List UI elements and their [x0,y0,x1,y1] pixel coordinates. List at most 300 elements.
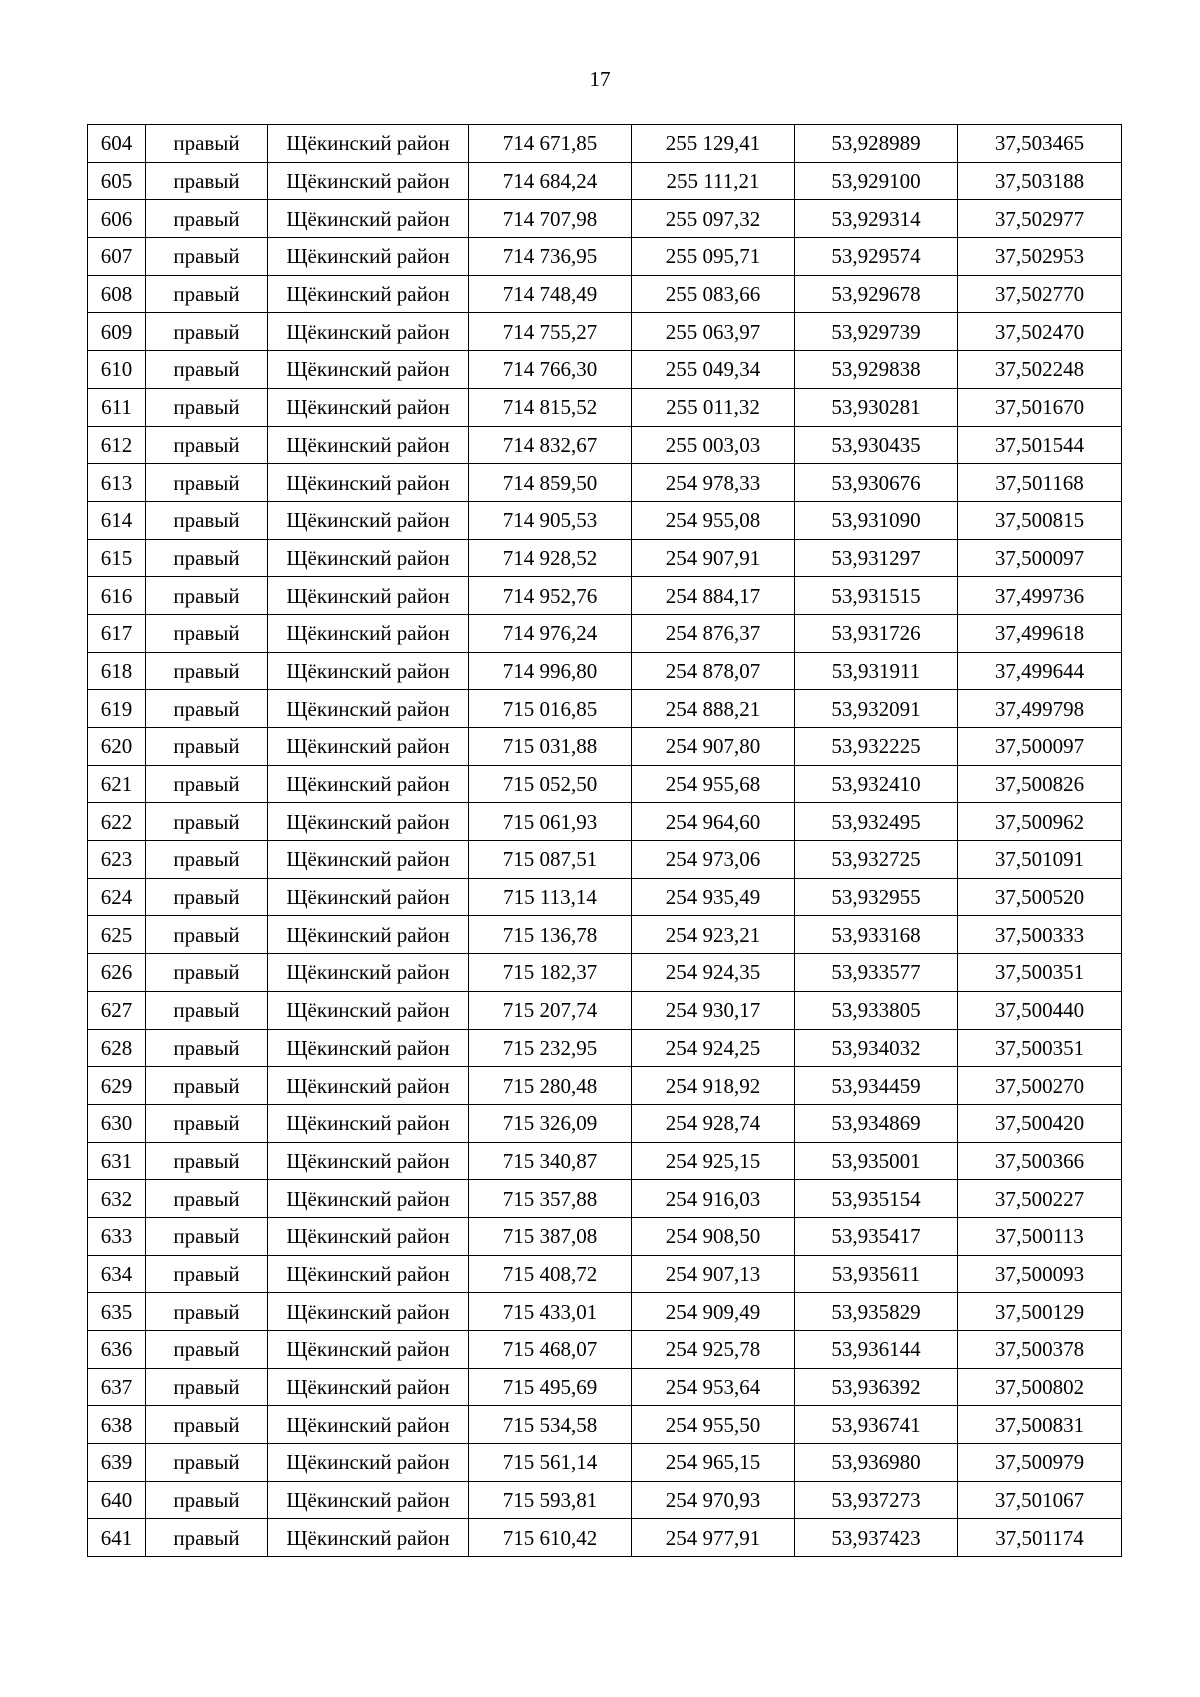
latitude-cell: 53,931090 [795,501,958,539]
table-row [88,313,1122,351]
table-row [88,1481,1122,1519]
district-cell: Щёкинский район [268,916,469,954]
bank-side-cell: правый [146,125,268,163]
bank-side-cell: правый [146,954,268,992]
longitude-cell: 37,500270 [958,1067,1122,1105]
bank-side-cell: правый [146,1217,268,1255]
district-cell: Щёкинский район [268,388,469,426]
point-number-cell: 628 [88,1029,146,1067]
latitude-cell: 53,933168 [795,916,958,954]
y-coordinate-cell: 254 924,25 [632,1029,795,1067]
table-row [88,1142,1122,1180]
y-coordinate-cell: 254 907,13 [632,1255,795,1293]
y-coordinate-cell: 254 908,50 [632,1217,795,1255]
y-coordinate-cell: 255 129,41 [632,125,795,163]
district-cell: Щёкинский район [268,614,469,652]
latitude-cell: 53,931297 [795,539,958,577]
latitude-cell: 53,932091 [795,690,958,728]
x-coordinate-cell: 715 340,87 [469,1142,632,1180]
latitude-cell: 53,929100 [795,162,958,200]
point-number-cell: 626 [88,954,146,992]
table-row [88,1368,1122,1406]
longitude-cell: 37,501168 [958,464,1122,502]
longitude-cell: 37,500093 [958,1255,1122,1293]
latitude-cell: 53,936144 [795,1331,958,1369]
table-row [88,162,1122,200]
y-coordinate-cell: 254 918,92 [632,1067,795,1105]
x-coordinate-cell: 715 087,51 [469,841,632,879]
point-number-cell: 619 [88,690,146,728]
point-number-cell: 618 [88,652,146,690]
district-cell: Щёкинский район [268,1217,469,1255]
longitude-cell: 37,500097 [958,539,1122,577]
latitude-cell: 53,929838 [795,351,958,389]
longitude-cell: 37,502248 [958,351,1122,389]
point-number-cell: 616 [88,577,146,615]
district-cell: Щёкинский район [268,1368,469,1406]
district-cell: Щёкинский район [268,1142,469,1180]
y-coordinate-cell: 254 935,49 [632,878,795,916]
district-cell: Щёкинский район [268,464,469,502]
coordinates-table [87,124,1122,1557]
y-coordinate-cell: 254 925,78 [632,1331,795,1369]
x-coordinate-cell: 715 182,37 [469,954,632,992]
bank-side-cell: правый [146,841,268,879]
latitude-cell: 53,929739 [795,313,958,351]
y-coordinate-cell: 255 111,21 [632,162,795,200]
y-coordinate-cell: 254 978,33 [632,464,795,502]
district-cell: Щёкинский район [268,1104,469,1142]
bank-side-cell: правый [146,501,268,539]
table-row [88,991,1122,1029]
longitude-cell: 37,501174 [958,1519,1122,1557]
y-coordinate-cell: 255 049,34 [632,351,795,389]
latitude-cell: 53,937273 [795,1481,958,1519]
latitude-cell: 53,930676 [795,464,958,502]
district-cell: Щёкинский район [268,728,469,766]
longitude-cell: 37,500520 [958,878,1122,916]
bank-side-cell: правый [146,1029,268,1067]
table-row [88,539,1122,577]
longitude-cell: 37,500366 [958,1142,1122,1180]
x-coordinate-cell: 714 859,50 [469,464,632,502]
district-cell: Щёкинский район [268,200,469,238]
bank-side-cell: правый [146,200,268,238]
longitude-cell: 37,500113 [958,1217,1122,1255]
point-number-cell: 629 [88,1067,146,1105]
district-cell: Щёкинский район [268,765,469,803]
district-cell: Щёкинский район [268,690,469,728]
bank-side-cell: правый [146,1331,268,1369]
x-coordinate-cell: 714 755,27 [469,313,632,351]
district-cell: Щёкинский район [268,1481,469,1519]
latitude-cell: 53,935829 [795,1293,958,1331]
latitude-cell: 53,930281 [795,388,958,426]
y-coordinate-cell: 254 907,80 [632,728,795,766]
bank-side-cell: правый [146,1406,268,1444]
district-cell: Щёкинский район [268,501,469,539]
table-row [88,916,1122,954]
longitude-cell: 37,500826 [958,765,1122,803]
x-coordinate-cell: 715 561,14 [469,1444,632,1482]
x-coordinate-cell: 715 280,48 [469,1067,632,1105]
latitude-cell: 53,934869 [795,1104,958,1142]
latitude-cell: 53,936392 [795,1368,958,1406]
y-coordinate-cell: 254 907,91 [632,539,795,577]
latitude-cell: 53,932725 [795,841,958,879]
district-cell: Щёкинский район [268,1180,469,1218]
point-number-cell: 607 [88,238,146,276]
table-row [88,1029,1122,1067]
y-coordinate-cell: 254 888,21 [632,690,795,728]
longitude-cell: 37,500351 [958,954,1122,992]
bank-side-cell: правый [146,162,268,200]
page-number: 17 [589,67,611,91]
x-coordinate-cell: 715 408,72 [469,1255,632,1293]
latitude-cell: 53,929678 [795,275,958,313]
bank-side-cell: правый [146,1444,268,1482]
x-coordinate-cell: 715 232,95 [469,1029,632,1067]
longitude-cell: 37,503465 [958,125,1122,163]
point-number-cell: 615 [88,539,146,577]
bank-side-cell: правый [146,464,268,502]
longitude-cell: 37,499644 [958,652,1122,690]
x-coordinate-cell: 714 976,24 [469,614,632,652]
point-number-cell: 622 [88,803,146,841]
latitude-cell: 53,933577 [795,954,958,992]
point-number-cell: 613 [88,464,146,502]
table-row [88,652,1122,690]
district-cell: Щёкинский район [268,1519,469,1557]
bank-side-cell: правый [146,426,268,464]
bank-side-cell: правый [146,238,268,276]
bank-side-cell: правый [146,652,268,690]
x-coordinate-cell: 714 766,30 [469,351,632,389]
y-coordinate-cell: 255 063,97 [632,313,795,351]
bank-side-cell: правый [146,614,268,652]
point-number-cell: 621 [88,765,146,803]
point-number-cell: 635 [88,1293,146,1331]
longitude-cell: 37,502953 [958,238,1122,276]
x-coordinate-cell: 715 387,08 [469,1217,632,1255]
district-cell: Щёкинский район [268,351,469,389]
y-coordinate-cell: 254 930,17 [632,991,795,1029]
latitude-cell: 53,931911 [795,652,958,690]
x-coordinate-cell: 714 928,52 [469,539,632,577]
latitude-cell: 53,928989 [795,125,958,163]
x-coordinate-cell: 714 707,98 [469,200,632,238]
longitude-cell: 37,499798 [958,690,1122,728]
longitude-cell: 37,503188 [958,162,1122,200]
table-row [88,238,1122,276]
table-row [88,125,1122,163]
table-row [88,1255,1122,1293]
bank-side-cell: правый [146,1142,268,1180]
longitude-cell: 37,500097 [958,728,1122,766]
longitude-cell: 37,500378 [958,1331,1122,1369]
y-coordinate-cell: 254 955,68 [632,765,795,803]
table-row [88,351,1122,389]
y-coordinate-cell: 255 003,03 [632,426,795,464]
table-row [88,1444,1122,1482]
x-coordinate-cell: 715 326,09 [469,1104,632,1142]
bank-side-cell: правый [146,1180,268,1218]
longitude-cell: 37,500129 [958,1293,1122,1331]
table-row [88,878,1122,916]
district-cell: Щёкинский район [268,162,469,200]
x-coordinate-cell: 715 357,88 [469,1180,632,1218]
table-row [88,765,1122,803]
table-row [88,841,1122,879]
y-coordinate-cell: 255 083,66 [632,275,795,313]
point-number-cell: 617 [88,614,146,652]
longitude-cell: 37,500440 [958,991,1122,1029]
latitude-cell: 53,935611 [795,1255,958,1293]
longitude-cell: 37,501091 [958,841,1122,879]
point-number-cell: 611 [88,388,146,426]
bank-side-cell: правый [146,388,268,426]
bank-side-cell: правый [146,1104,268,1142]
bank-side-cell: правый [146,1368,268,1406]
point-number-cell: 604 [88,125,146,163]
district-cell: Щёкинский район [268,577,469,615]
point-number-cell: 612 [88,426,146,464]
y-coordinate-cell: 254 955,08 [632,501,795,539]
latitude-cell: 53,936741 [795,1406,958,1444]
longitude-cell: 37,500351 [958,1029,1122,1067]
district-cell: Щёкинский район [268,1406,469,1444]
y-coordinate-cell: 254 925,15 [632,1142,795,1180]
latitude-cell: 53,932225 [795,728,958,766]
x-coordinate-cell: 715 534,58 [469,1406,632,1444]
bank-side-cell: правый [146,539,268,577]
bank-side-cell: правый [146,1293,268,1331]
point-number-cell: 631 [88,1142,146,1180]
district-cell: Щёкинский район [268,1029,469,1067]
table-row [88,1406,1122,1444]
x-coordinate-cell: 714 996,80 [469,652,632,690]
table-row [88,426,1122,464]
bank-side-cell: правый [146,275,268,313]
bank-side-cell: правый [146,1481,268,1519]
longitude-cell: 37,500420 [958,1104,1122,1142]
y-coordinate-cell: 254 964,60 [632,803,795,841]
table-row [88,1293,1122,1331]
y-coordinate-cell: 254 924,35 [632,954,795,992]
bank-side-cell: правый [146,577,268,615]
district-cell: Щёкинский район [268,1331,469,1369]
longitude-cell: 37,501067 [958,1481,1122,1519]
table-row [88,388,1122,426]
latitude-cell: 53,936980 [795,1444,958,1482]
x-coordinate-cell: 715 433,01 [469,1293,632,1331]
point-number-cell: 608 [88,275,146,313]
point-number-cell: 637 [88,1368,146,1406]
point-number-cell: 630 [88,1104,146,1142]
table-row [88,275,1122,313]
point-number-cell: 636 [88,1331,146,1369]
table-row [88,1180,1122,1218]
longitude-cell: 37,502977 [958,200,1122,238]
point-number-cell: 614 [88,501,146,539]
y-coordinate-cell: 254 955,50 [632,1406,795,1444]
longitude-cell: 37,500979 [958,1444,1122,1482]
y-coordinate-cell: 255 097,32 [632,200,795,238]
point-number-cell: 610 [88,351,146,389]
point-number-cell: 624 [88,878,146,916]
x-coordinate-cell: 715 593,81 [469,1481,632,1519]
longitude-cell: 37,500962 [958,803,1122,841]
point-number-cell: 640 [88,1481,146,1519]
x-coordinate-cell: 714 832,67 [469,426,632,464]
longitude-cell: 37,500802 [958,1368,1122,1406]
point-number-cell: 625 [88,916,146,954]
bank-side-cell: правый [146,765,268,803]
district-cell: Щёкинский район [268,1444,469,1482]
latitude-cell: 53,932495 [795,803,958,841]
table-row [88,614,1122,652]
x-coordinate-cell: 714 736,95 [469,238,632,276]
district-cell: Щёкинский район [268,841,469,879]
bank-side-cell: правый [146,916,268,954]
point-number-cell: 639 [88,1444,146,1482]
y-coordinate-cell: 254 916,03 [632,1180,795,1218]
y-coordinate-cell: 254 928,74 [632,1104,795,1142]
x-coordinate-cell: 715 061,93 [469,803,632,841]
table-row [88,803,1122,841]
y-coordinate-cell: 254 909,49 [632,1293,795,1331]
point-number-cell: 634 [88,1255,146,1293]
bank-side-cell: правый [146,803,268,841]
bank-side-cell: правый [146,313,268,351]
x-coordinate-cell: 715 052,50 [469,765,632,803]
x-coordinate-cell: 715 207,74 [469,991,632,1029]
district-cell: Щёкинский район [268,991,469,1029]
latitude-cell: 53,931726 [795,614,958,652]
x-coordinate-cell: 715 468,07 [469,1331,632,1369]
district-cell: Щёкинский район [268,1067,469,1105]
bank-side-cell: правый [146,1255,268,1293]
longitude-cell: 37,502770 [958,275,1122,313]
table-row [88,1067,1122,1105]
bank-side-cell: правый [146,351,268,389]
y-coordinate-cell: 254 923,21 [632,916,795,954]
y-coordinate-cell: 255 011,32 [632,388,795,426]
district-cell: Щёкинский район [268,539,469,577]
latitude-cell: 53,929574 [795,238,958,276]
district-cell: Щёкинский район [268,426,469,464]
table-row [88,577,1122,615]
latitude-cell: 53,932410 [795,765,958,803]
district-cell: Щёкинский район [268,313,469,351]
bank-side-cell: правый [146,878,268,916]
latitude-cell: 53,931515 [795,577,958,615]
point-number-cell: 633 [88,1217,146,1255]
table-row [88,464,1122,502]
x-coordinate-cell: 714 748,49 [469,275,632,313]
x-coordinate-cell: 714 952,76 [469,577,632,615]
longitude-cell: 37,500333 [958,916,1122,954]
latitude-cell: 53,933805 [795,991,958,1029]
longitude-cell: 37,499736 [958,577,1122,615]
district-cell: Щёкинский район [268,1255,469,1293]
longitude-cell: 37,501544 [958,426,1122,464]
x-coordinate-cell: 714 684,24 [469,162,632,200]
district-cell: Щёкинский район [268,1293,469,1331]
point-number-cell: 606 [88,200,146,238]
table-row [88,200,1122,238]
point-number-cell: 641 [88,1519,146,1557]
point-number-cell: 605 [88,162,146,200]
x-coordinate-cell: 715 495,69 [469,1368,632,1406]
point-number-cell: 623 [88,841,146,879]
longitude-cell: 37,502470 [958,313,1122,351]
y-coordinate-cell: 254 884,17 [632,577,795,615]
x-coordinate-cell: 715 016,85 [469,690,632,728]
latitude-cell: 53,929314 [795,200,958,238]
table-row [88,1104,1122,1142]
latitude-cell: 53,935417 [795,1217,958,1255]
x-coordinate-cell: 715 031,88 [469,728,632,766]
x-coordinate-cell: 714 815,52 [469,388,632,426]
x-coordinate-cell: 715 610,42 [469,1519,632,1557]
longitude-cell: 37,500815 [958,501,1122,539]
longitude-cell: 37,501670 [958,388,1122,426]
table-row [88,1519,1122,1557]
x-coordinate-cell: 714 905,53 [469,501,632,539]
district-cell: Щёкинский район [268,652,469,690]
table-row [88,501,1122,539]
y-coordinate-cell: 254 965,15 [632,1444,795,1482]
latitude-cell: 53,937423 [795,1519,958,1557]
longitude-cell: 37,499618 [958,614,1122,652]
latitude-cell: 53,935001 [795,1142,958,1180]
table-row [88,690,1122,728]
bank-side-cell: правый [146,728,268,766]
district-cell: Щёкинский район [268,954,469,992]
latitude-cell: 53,935154 [795,1180,958,1218]
district-cell: Щёкинский район [268,275,469,313]
bank-side-cell: правый [146,1067,268,1105]
table-row [88,728,1122,766]
y-coordinate-cell: 254 876,37 [632,614,795,652]
y-coordinate-cell: 254 878,07 [632,652,795,690]
district-cell: Щёкинский район [268,125,469,163]
table-row [88,1331,1122,1369]
point-number-cell: 627 [88,991,146,1029]
y-coordinate-cell: 254 973,06 [632,841,795,879]
district-cell: Щёкинский район [268,878,469,916]
latitude-cell: 53,934032 [795,1029,958,1067]
y-coordinate-cell: 255 095,71 [632,238,795,276]
table-row [88,954,1122,992]
bank-side-cell: правый [146,690,268,728]
x-coordinate-cell: 715 113,14 [469,878,632,916]
y-coordinate-cell: 254 977,91 [632,1519,795,1557]
table-row [88,1217,1122,1255]
point-number-cell: 620 [88,728,146,766]
bank-side-cell: правый [146,1519,268,1557]
table-body [88,125,1122,1557]
district-cell: Щёкинский район [268,803,469,841]
latitude-cell: 53,930435 [795,426,958,464]
x-coordinate-cell: 714 671,85 [469,125,632,163]
longitude-cell: 37,500831 [958,1406,1122,1444]
district-cell: Щёкинский район [268,238,469,276]
x-coordinate-cell: 715 136,78 [469,916,632,954]
latitude-cell: 53,932955 [795,878,958,916]
longitude-cell: 37,500227 [958,1180,1122,1218]
